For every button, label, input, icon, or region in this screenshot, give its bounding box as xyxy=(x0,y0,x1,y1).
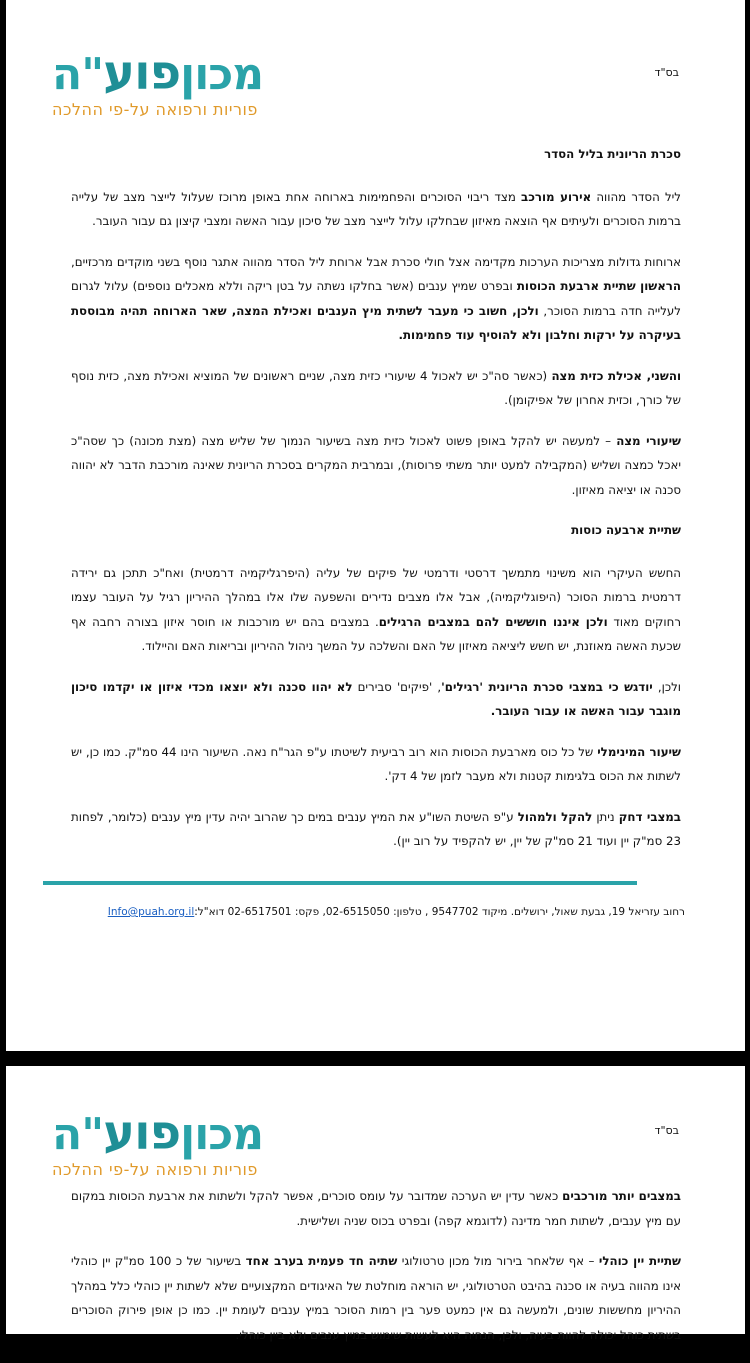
logo-tagline: פוריות ורפואה על-פי ההלכה xyxy=(52,1160,258,1179)
footer-divider xyxy=(43,881,637,885)
logo-title: מכוןפוע"ה xyxy=(52,45,264,101)
document-body xyxy=(71,142,681,870)
bsd-mark-page2: בס"ד xyxy=(654,1124,679,1137)
footer-contact xyxy=(65,906,685,918)
paragraph-intro: ליל הסדר מהווה אירוע מורכב מצד ריבוי הסוכרים והפחמימות בארוחה אחת באופן מרוכז שעלול לייצר מצב של עלייה ברמות הסוכרים ולעיתים אף הוצאה מאיזון שבחלקו עלול לייצר מצב של סיכון עבור האשה ומצבי קיצון גם עבור העובר. xyxy=(71,189,681,228)
document-page-1 xyxy=(6,0,745,1051)
footer-email-link[interactable]: Info@puah.org.il xyxy=(107,906,195,918)
paragraph-main-concern: החשש העיקרי הוא משינוי מתמשך דרסטי ודרמטי של פיקים של עליה (היפרגליקמיה דרמטית) ואח"כ תתכן גם ירידה דרמטית ברמות הסוכר (היפוגליקמיה), אבל אלו מצבים נדירים והשפעה שלו אלו במהלך ההיריון רגיל על העובר עצמו רחוקים מאוד ולכן איננו חוששים להם במצבים הרגילים. במצבים בהם יש מורכבות או חוסר איזון בצורה רחבה אף שכעת האשה מאוזנת, יש חשש ליציאה מאיזון של האם והשלכה על המשך ניהול ההיריון ובריאות האם והיילוד. xyxy=(71,565,681,653)
paragraph-emphasis: ולכן, יודגש כי במצבי סכרת הריונית 'רגילים', 'פיקים' סבירים לא יהוו סכנה ולא יוצאו מכדי איזון או יקדמו סיכון מוגבר עבור האשה או עבור העובר. xyxy=(71,679,681,718)
document-body-page2 xyxy=(71,1184,681,1363)
footer-address: רחוב עזריאל 19, גבעת שאול, ירושלים. מיקוד 9547702 , טלפון: 02-6515050, פקס: 02-6517501 דוא"ל: xyxy=(194,906,685,918)
bsd-mark: בס"ד xyxy=(654,66,679,79)
paragraph-alcoholic-wine: שתיית יין כוהלי – אף שלאחר בירור מול מכון טרטולוגי שתיה חד פעמית בערב אחד בשיעור של כ 100 סמ"ק יין כוהלי אינו מהווה בעיה או סכנה בהיבט הטרטולוגי, יש הוראה מוחלטת של האיגודים המקצועיים שלא לשתות יין כוהלי כלל במהלך ההיריון מחששות שונים, ולמעשה גם אין כמעט פער בין רמות הסוכר במיץ ענבים לעומת יין. כמו כן אופן פירוק הסוכרים בשתית כוהל יכולה להוות בעיה, ולכן, הנחיה היא לעשות שימוש במיץ ענבים ולא ביין כוהלי. xyxy=(71,1254,681,1342)
section-heading-four-cups: שתיית ארבעה כוסות xyxy=(571,523,681,537)
puah-logo xyxy=(52,45,264,120)
paragraph-minimum-amount: שיעור המינימלי של כל כוס מארבעת הכוסות הוא רוב רביעית לשיטתו ע"פ הגר"ח נאה. השיעור הינו 44 סמ"ק. כמו כן, יש לשתות את הכוס בלגימות קטנות ולא מעבר לזמן של 4 דק'. xyxy=(71,744,681,783)
puah-logo-page2 xyxy=(52,1105,264,1180)
logo-title: מכוןפוע"ה xyxy=(52,1105,264,1161)
paragraph-complex-cases: במצבים יותר מורכבים כאשר עדין יש הערכה שמדובר על עומס סוכרים, אפשר להקל ולשתות את ארבעת הכוסות במקום עם מיץ ענבים, לשתות חמר מדינה (לדוגמא קפה) ובפרט בכוס שניה ושלישית. xyxy=(71,1189,681,1228)
section-heading: סכרת הריונית בליל הסדר xyxy=(544,147,681,161)
document-page-2 xyxy=(6,1066,745,1342)
paragraph-dilution: במצבי דחק ניתן להקל ולמהול ע"פ השיטת השו"ע את המיץ ענבים במים כך שהרוב יהיה עדין מיץ ענבים (כלומר, לפחות 23 סמ"ק יין ועוד 21 סמ"ק של יין, יש להקפיד על רוב יין). xyxy=(71,809,682,848)
paragraph-two-focuses: ארוחות גדולות מצריכות הערכות מקדימה אצל חולי סכרת אבל ארוחת ליל הסדר מהווה אתגר נוסף בשני מוקדים מרכזיים, הראשון שתיית ארבעת הכוסות ובפרט שמיץ ענבים (אשר בחלקו נשתה על בטן ריקה וללא מאכלים נוספים) עלול לגרום לעלייה חדה ברמות הסוכר, ולכן, חשוב כי מעבר לשתית מיץ הענבים ואכילת המצה, שאר הארוחה תהיה מבוססת בעיקרה על ירקות וחלבון ולא להוסיף עוד פחמימות. xyxy=(71,254,682,342)
paragraph-matzah-amount: שיעורי מצה – למעשה יש להקל באופן פשוט לאכול כזית מצה בשיעור הנמוך של שליש מצה (מצת מכונה) כך שסה"כ יאכל כמצה ושליש (המקבילה למעט יותר משתי פרוסות), ובמרבית המקרים בסכרת הריונית שאינה מורכבת הדבר לא יהווה סכנה או יציאה מאיזון. xyxy=(71,433,681,497)
paragraph-matzah: והשני, אכילת כזית מצה (כאשר סה"כ יש לאכול 4 שיעורי כזית מצה, שניים ראשונים של המוציא ואכילת מצה, כזית נוסף של כורך, וכזית אחרון של אפיקומן). xyxy=(71,368,681,407)
logo-tagline: פוריות ורפואה על-פי ההלכה xyxy=(52,100,258,119)
